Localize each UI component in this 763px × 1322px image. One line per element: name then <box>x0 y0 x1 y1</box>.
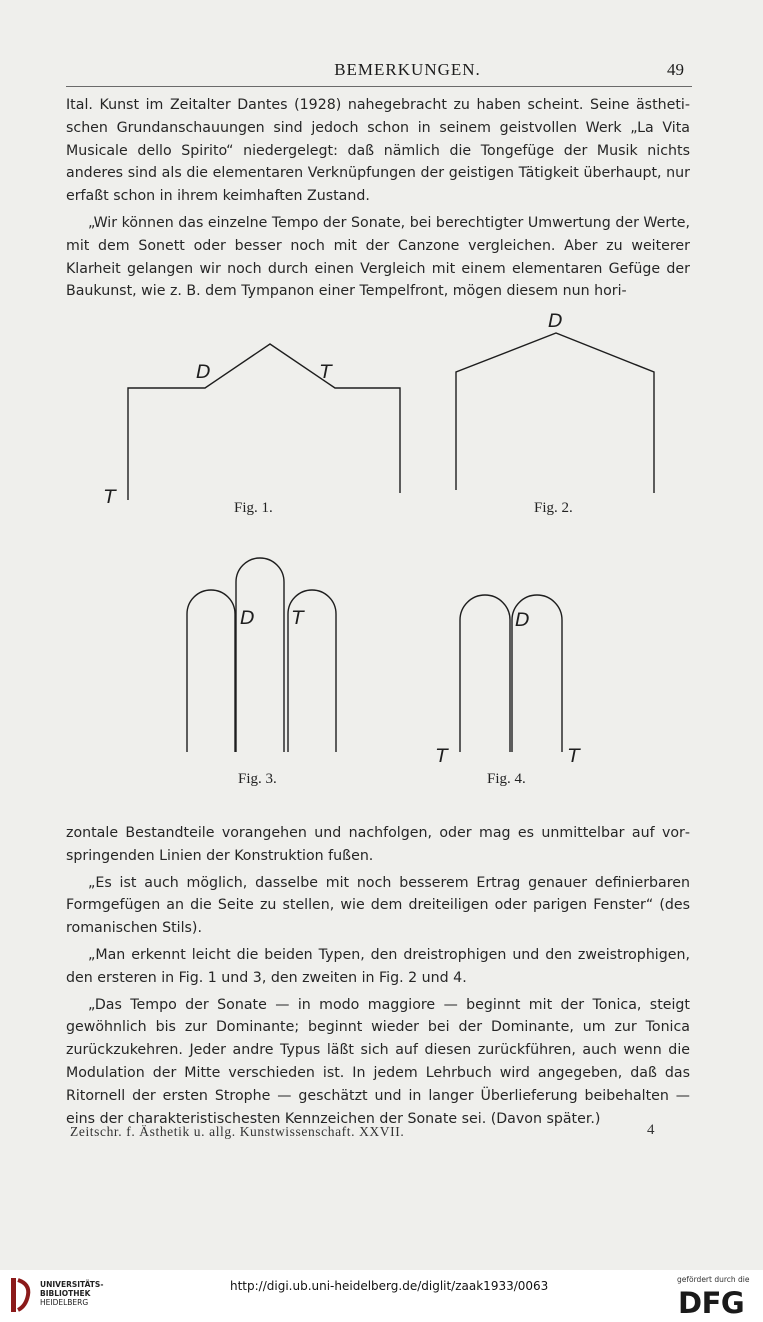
figure-3-caption: Fig. 3. <box>238 771 277 787</box>
figure-3-diagram <box>187 558 336 752</box>
fig1-label-d: D <box>196 361 211 383</box>
paragraph: Ital. Kunst im Zeitalter Dantes (1928) nahegebracht zu haben scheint. Seine ästhetischen Grundanschauungen sind jedoch schon in seinem geistvollen Werk „La Vita Musicale dello Spirito“ niedergelegt: daß nämlich die Tongefüge der Musik nichts anderes sind als die elementaren Verknüpfungen der geistigen Tätigkeit überhaupt, nur erfaßt schon in ihrem keimhaften Zustand. <box>66 97 690 205</box>
dfg-logo: DFG <box>678 1286 745 1320</box>
paragraph: „Das Tempo der Sonate — in modo maggiore — beginnt mit der Tonica, steigt gewöhnlich bis zur Dominante; beginnt wieder bei der Dominante, um zur Tonica zurückzukehren. Jeder andre Typus läßt sich auf diesen zurückführen, auch wenn die Modulation der Mitte verschieden ist. In jedem Lehrbuch wird angegeben, daß das Ritornell der ersten Strophe — geschätzt und in langer Überlieferung beibehalten — eins der charakteristischesten Kennzeichen der Sonate sei. (Davon später.) <box>66 996 690 1127</box>
permalink-url[interactable]: http://digi.ub.uni-heidelberg.de/diglit/zaak1933/0063 <box>230 1279 549 1293</box>
figure-1-diagram <box>128 344 400 500</box>
figure-4-diagram <box>460 595 562 752</box>
figure-1-caption: Fig. 1. <box>234 500 273 516</box>
fig3-label-d: D <box>240 607 255 629</box>
paragraph: „Man erkennt leicht die beiden Typen, den dreistrophigen und den zweistrophigen, den ersteren in Fig. 1 und 3, den zweiten in Fig. 2 und 4. <box>66 946 690 986</box>
fig1-label-t-right: T <box>320 361 332 383</box>
paragraph: zontale Bestandteile vorangehen und nachfolgen, oder mag es unmittelbar auf vorspringenden Linien der Konstruktion fußen. <box>66 825 690 864</box>
body-text-bottom <box>66 822 690 1130</box>
library-line-2: BIBLIOTHEK <box>40 1289 91 1298</box>
library-name <box>40 1280 103 1307</box>
viewer-bar <box>0 1270 763 1322</box>
paragraph: „Es ist auch möglich, dasselbe mit noch besserem Ertrag genauer definierbaren Formgefügen an die Seite zu stellen, wie dem dreiteiligen oder parigen Fenster“ (des romanischen Stils). <box>66 874 690 937</box>
fig4-label-t-right: T <box>568 745 580 767</box>
fig3-label-t: T <box>292 607 304 629</box>
running-head-title: BEMERKUNGEN. <box>334 60 481 79</box>
fig4-label-d: D <box>515 609 530 631</box>
journal-footer: Zeitschr. f. Ästhetik u. allg. Kunstwissenschaft. XXVII. <box>70 1124 405 1139</box>
page-number: 49 <box>667 60 684 79</box>
figure-2-diagram <box>456 333 654 493</box>
fig4-label-t-left: T <box>436 745 448 767</box>
funded-by-text: gefördert durch die <box>677 1275 750 1284</box>
fig2-label-d: D <box>548 310 563 332</box>
library-line-3: HEIDELBERG <box>40 1298 89 1307</box>
figure-4-caption: Fig. 4. <box>487 771 526 787</box>
sheet-signature: 4 <box>647 1122 655 1138</box>
paragraph: „Wir können das einzelne Tempo der Sonate, bei berechtigter Umwertung der Werte, mit dem Sonett oder besser noch mit der Canzone vergleichen. Aber zu weiterer Klarheit gelangen wir noch durch einen Vergleich mit einem elementaren Gefüge der Baukunst, wie z. B. dem Tympanon einer Tempelfront, mögen diesem nun hori- <box>66 214 690 300</box>
library-line-1: UNIVERSITÄTS- <box>40 1280 104 1289</box>
figure-2-caption: Fig. 2. <box>534 500 573 516</box>
fig1-label-t-left: T <box>104 486 116 508</box>
library-logo-icon <box>8 1276 34 1314</box>
